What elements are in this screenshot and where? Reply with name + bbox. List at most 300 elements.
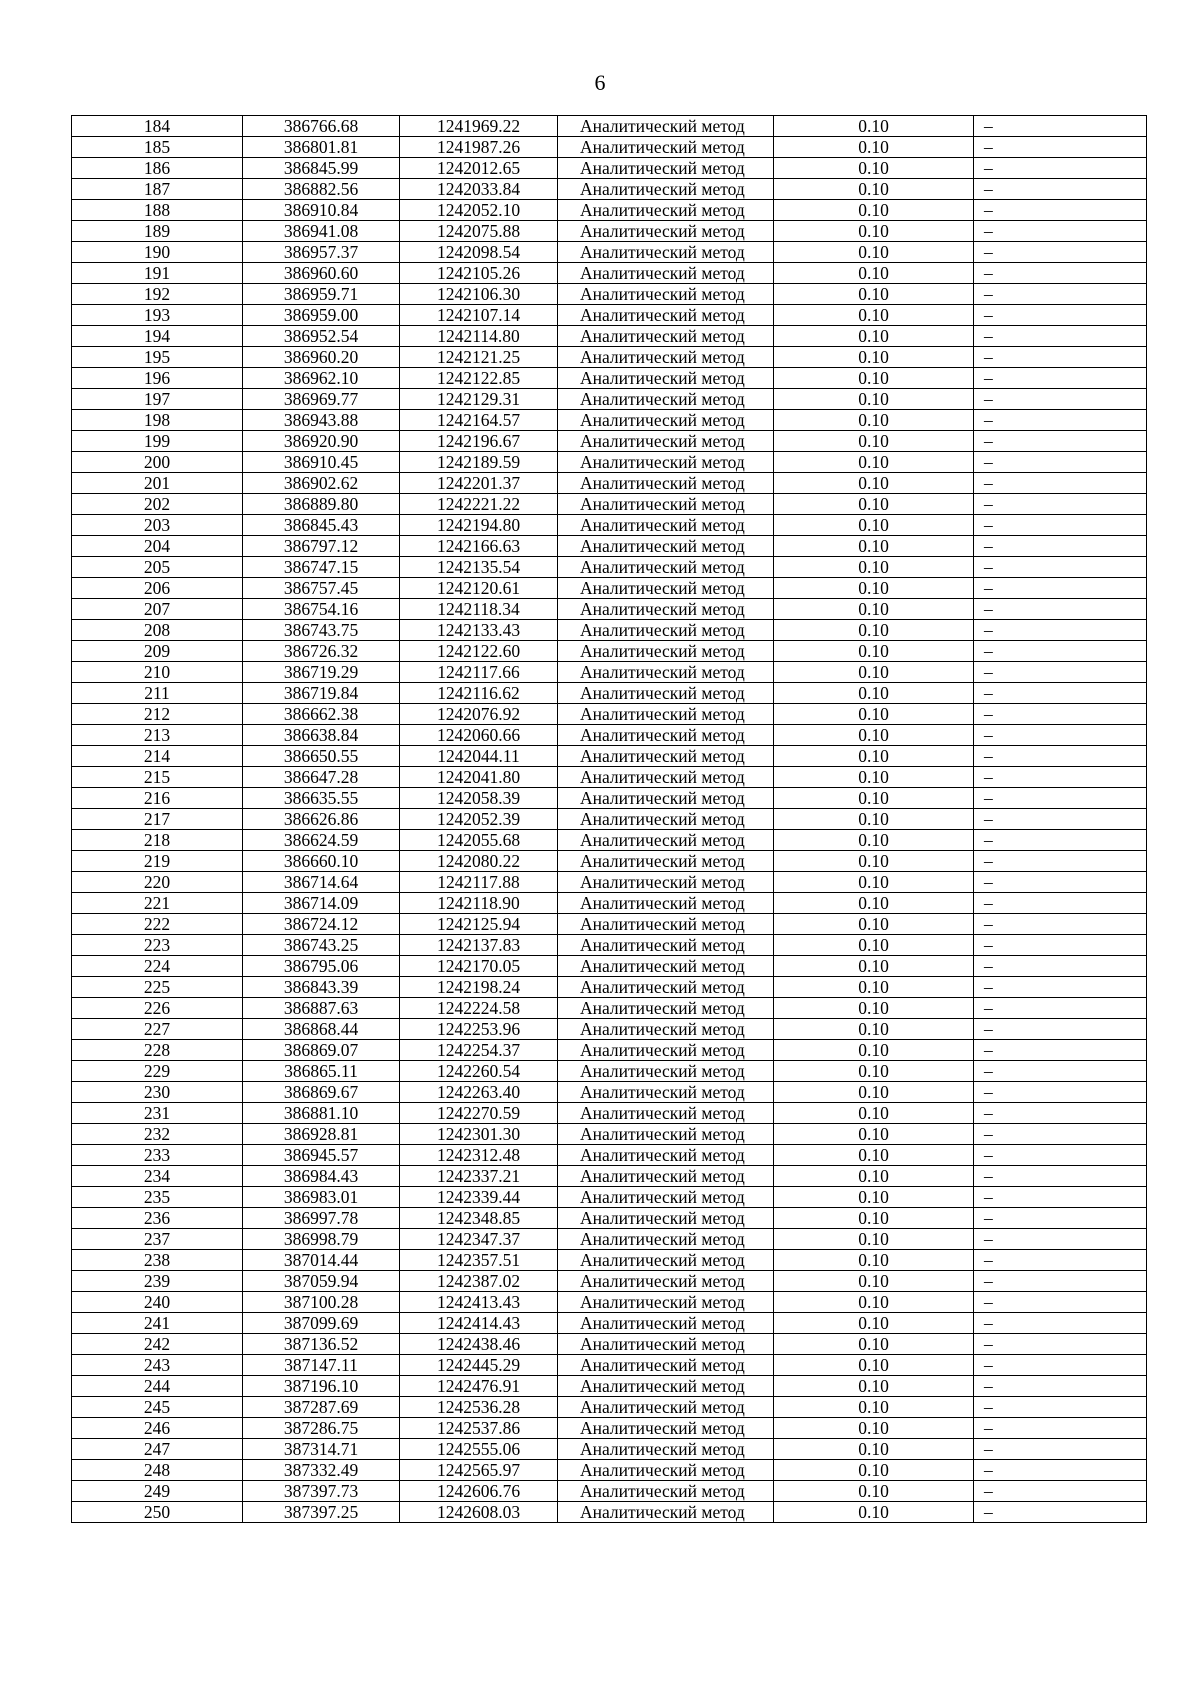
point-number-cell: 245 — [72, 1397, 243, 1418]
point-number-cell: 188 — [72, 200, 243, 221]
method-cell: Аналитический метод — [558, 956, 774, 977]
dash-cell: – — [974, 515, 1147, 536]
precision-cell: 0.10 — [774, 893, 974, 914]
point-number-cell: 190 — [72, 242, 243, 263]
dash-cell: – — [974, 368, 1147, 389]
point-number-cell: 226 — [72, 998, 243, 1019]
method-cell: Аналитический метод — [558, 1019, 774, 1040]
x-coordinate-cell: 386959.71 — [243, 284, 400, 305]
coordinates-table — [71, 115, 1147, 1523]
table-row — [72, 1502, 1147, 1523]
y-coordinate-cell: 1242608.03 — [400, 1502, 558, 1523]
x-coordinate-cell: 387196.10 — [243, 1376, 400, 1397]
precision-cell: 0.10 — [774, 1418, 974, 1439]
y-coordinate-cell: 1242041.80 — [400, 767, 558, 788]
precision-cell: 0.10 — [774, 1334, 974, 1355]
point-number-cell: 202 — [72, 494, 243, 515]
method-cell: Аналитический метод — [558, 830, 774, 851]
method-cell: Аналитический метод — [558, 1166, 774, 1187]
precision-cell: 0.10 — [774, 305, 974, 326]
y-coordinate-cell: 1242347.37 — [400, 1229, 558, 1250]
table-row — [72, 1124, 1147, 1145]
y-coordinate-cell: 1242106.30 — [400, 284, 558, 305]
table-body — [72, 116, 1147, 1523]
dash-cell: – — [974, 1271, 1147, 1292]
table-row — [72, 1418, 1147, 1439]
table-row — [72, 473, 1147, 494]
y-coordinate-cell: 1242194.80 — [400, 515, 558, 536]
method-cell: Аналитический метод — [558, 200, 774, 221]
method-cell: Аналитический метод — [558, 473, 774, 494]
precision-cell: 0.10 — [774, 1397, 974, 1418]
dash-cell: – — [974, 494, 1147, 515]
precision-cell: 0.10 — [774, 1040, 974, 1061]
x-coordinate-cell: 386754.16 — [243, 599, 400, 620]
dash-cell: – — [974, 263, 1147, 284]
x-coordinate-cell: 387136.52 — [243, 1334, 400, 1355]
method-cell: Аналитический метод — [558, 1313, 774, 1334]
x-coordinate-cell: 386910.45 — [243, 452, 400, 473]
method-cell: Аналитический метод — [558, 1418, 774, 1439]
method-cell: Аналитический метод — [558, 116, 774, 137]
dash-cell: – — [974, 1502, 1147, 1523]
x-coordinate-cell: 386941.08 — [243, 221, 400, 242]
precision-cell: 0.10 — [774, 200, 974, 221]
table-row — [72, 998, 1147, 1019]
method-cell: Аналитический метод — [558, 452, 774, 473]
precision-cell: 0.10 — [774, 578, 974, 599]
x-coordinate-cell: 386960.20 — [243, 347, 400, 368]
precision-cell: 0.10 — [774, 1124, 974, 1145]
y-coordinate-cell: 1242137.83 — [400, 935, 558, 956]
y-coordinate-cell: 1242012.65 — [400, 158, 558, 179]
y-coordinate-cell: 1242387.02 — [400, 1271, 558, 1292]
point-number-cell: 191 — [72, 263, 243, 284]
table-row — [72, 662, 1147, 683]
table-row — [72, 1250, 1147, 1271]
precision-cell: 0.10 — [774, 284, 974, 305]
x-coordinate-cell: 386887.63 — [243, 998, 400, 1019]
y-coordinate-cell: 1242118.34 — [400, 599, 558, 620]
y-coordinate-cell: 1242224.58 — [400, 998, 558, 1019]
table-row — [72, 851, 1147, 872]
dash-cell: – — [974, 221, 1147, 242]
y-coordinate-cell: 1242445.29 — [400, 1355, 558, 1376]
x-coordinate-cell: 387397.25 — [243, 1502, 400, 1523]
y-coordinate-cell: 1242606.76 — [400, 1481, 558, 1502]
table-row — [72, 1166, 1147, 1187]
table-row — [72, 893, 1147, 914]
y-coordinate-cell: 1242129.31 — [400, 389, 558, 410]
y-coordinate-cell: 1242536.28 — [400, 1397, 558, 1418]
x-coordinate-cell: 386969.77 — [243, 389, 400, 410]
method-cell: Аналитический метод — [558, 1376, 774, 1397]
precision-cell: 0.10 — [774, 473, 974, 494]
x-coordinate-cell: 386997.78 — [243, 1208, 400, 1229]
method-cell: Аналитический метод — [558, 1187, 774, 1208]
precision-cell: 0.10 — [774, 1292, 974, 1313]
method-cell: Аналитический метод — [558, 914, 774, 935]
table-row — [72, 935, 1147, 956]
x-coordinate-cell: 387099.69 — [243, 1313, 400, 1334]
x-coordinate-cell: 386743.75 — [243, 620, 400, 641]
dash-cell: – — [974, 704, 1147, 725]
y-coordinate-cell: 1242117.66 — [400, 662, 558, 683]
point-number-cell: 238 — [72, 1250, 243, 1271]
table-row — [72, 452, 1147, 473]
point-number-cell: 221 — [72, 893, 243, 914]
y-coordinate-cell: 1242118.90 — [400, 893, 558, 914]
point-number-cell: 235 — [72, 1187, 243, 1208]
point-number-cell: 200 — [72, 452, 243, 473]
precision-cell: 0.10 — [774, 494, 974, 515]
y-coordinate-cell: 1242166.63 — [400, 536, 558, 557]
dash-cell: – — [974, 116, 1147, 137]
x-coordinate-cell: 386726.32 — [243, 641, 400, 662]
table-row — [72, 137, 1147, 158]
point-number-cell: 217 — [72, 809, 243, 830]
method-cell: Аналитический метод — [558, 662, 774, 683]
x-coordinate-cell: 386943.88 — [243, 410, 400, 431]
point-number-cell: 216 — [72, 788, 243, 809]
method-cell: Аналитический метод — [558, 641, 774, 662]
y-coordinate-cell: 1242348.85 — [400, 1208, 558, 1229]
method-cell: Аналитический метод — [558, 1082, 774, 1103]
method-cell: Аналитический метод — [558, 998, 774, 1019]
method-cell: Аналитический метод — [558, 1229, 774, 1250]
method-cell: Аналитический метод — [558, 410, 774, 431]
precision-cell: 0.10 — [774, 767, 974, 788]
dash-cell: – — [974, 1397, 1147, 1418]
y-coordinate-cell: 1242254.37 — [400, 1040, 558, 1061]
point-number-cell: 185 — [72, 137, 243, 158]
y-coordinate-cell: 1242055.68 — [400, 830, 558, 851]
point-number-cell: 205 — [72, 557, 243, 578]
method-cell: Аналитический метод — [558, 872, 774, 893]
precision-cell: 0.10 — [774, 158, 974, 179]
y-coordinate-cell: 1242260.54 — [400, 1061, 558, 1082]
dash-cell: – — [974, 767, 1147, 788]
precision-cell: 0.10 — [774, 704, 974, 725]
dash-cell: – — [974, 935, 1147, 956]
table-row — [72, 284, 1147, 305]
method-cell: Аналитический метод — [558, 158, 774, 179]
precision-cell: 0.10 — [774, 1376, 974, 1397]
table-row — [72, 347, 1147, 368]
method-cell: Аналитический метод — [558, 557, 774, 578]
dash-cell: – — [974, 473, 1147, 494]
point-number-cell: 232 — [72, 1124, 243, 1145]
x-coordinate-cell: 387397.73 — [243, 1481, 400, 1502]
y-coordinate-cell: 1242135.54 — [400, 557, 558, 578]
precision-cell: 0.10 — [774, 1103, 974, 1124]
point-number-cell: 228 — [72, 1040, 243, 1061]
point-number-cell: 247 — [72, 1439, 243, 1460]
point-number-cell: 243 — [72, 1355, 243, 1376]
dash-cell: – — [974, 620, 1147, 641]
dash-cell: – — [974, 431, 1147, 452]
x-coordinate-cell: 387100.28 — [243, 1292, 400, 1313]
table-row — [72, 1292, 1147, 1313]
dash-cell: – — [974, 641, 1147, 662]
precision-cell: 0.10 — [774, 683, 974, 704]
precision-cell: 0.10 — [774, 389, 974, 410]
method-cell: Аналитический метод — [558, 515, 774, 536]
point-number-cell: 242 — [72, 1334, 243, 1355]
x-coordinate-cell: 386650.55 — [243, 746, 400, 767]
y-coordinate-cell: 1242198.24 — [400, 977, 558, 998]
method-cell: Аналитический метод — [558, 1502, 774, 1523]
point-number-cell: 208 — [72, 620, 243, 641]
precision-cell: 0.10 — [774, 872, 974, 893]
precision-cell: 0.10 — [774, 1145, 974, 1166]
point-number-cell: 184 — [72, 116, 243, 137]
x-coordinate-cell: 386719.84 — [243, 683, 400, 704]
precision-cell: 0.10 — [774, 851, 974, 872]
point-number-cell: 198 — [72, 410, 243, 431]
y-coordinate-cell: 1242301.30 — [400, 1124, 558, 1145]
method-cell: Аналитический метод — [558, 1124, 774, 1145]
method-cell: Аналитический метод — [558, 620, 774, 641]
y-coordinate-cell: 1242312.48 — [400, 1145, 558, 1166]
precision-cell: 0.10 — [774, 1502, 974, 1523]
point-number-cell: 224 — [72, 956, 243, 977]
point-number-cell: 220 — [72, 872, 243, 893]
y-coordinate-cell: 1242116.62 — [400, 683, 558, 704]
point-number-cell: 229 — [72, 1061, 243, 1082]
precision-cell: 0.10 — [774, 221, 974, 242]
method-cell: Аналитический метод — [558, 431, 774, 452]
x-coordinate-cell: 386960.60 — [243, 263, 400, 284]
table-row — [72, 536, 1147, 557]
table-row — [72, 578, 1147, 599]
precision-cell: 0.10 — [774, 1460, 974, 1481]
point-number-cell: 196 — [72, 368, 243, 389]
dash-cell: – — [974, 893, 1147, 914]
table-row — [72, 179, 1147, 200]
method-cell: Аналитический метод — [558, 767, 774, 788]
precision-cell: 0.10 — [774, 116, 974, 137]
method-cell: Аналитический метод — [558, 221, 774, 242]
point-number-cell: 209 — [72, 641, 243, 662]
precision-cell: 0.10 — [774, 1439, 974, 1460]
precision-cell: 0.10 — [774, 641, 974, 662]
x-coordinate-cell: 386865.11 — [243, 1061, 400, 1082]
table-row — [72, 809, 1147, 830]
precision-cell: 0.10 — [774, 452, 974, 473]
point-number-cell: 219 — [72, 851, 243, 872]
x-coordinate-cell: 386845.99 — [243, 158, 400, 179]
table-row — [72, 1061, 1147, 1082]
x-coordinate-cell: 386660.10 — [243, 851, 400, 872]
precision-cell: 0.10 — [774, 1481, 974, 1502]
x-coordinate-cell: 386983.01 — [243, 1187, 400, 1208]
y-coordinate-cell: 1242270.59 — [400, 1103, 558, 1124]
precision-cell: 0.10 — [774, 914, 974, 935]
x-coordinate-cell: 386868.44 — [243, 1019, 400, 1040]
table-row — [72, 872, 1147, 893]
x-coordinate-cell: 386843.39 — [243, 977, 400, 998]
x-coordinate-cell: 387014.44 — [243, 1250, 400, 1271]
table-row — [72, 515, 1147, 536]
dash-cell: – — [974, 410, 1147, 431]
point-number-cell: 212 — [72, 704, 243, 725]
precision-cell: 0.10 — [774, 1208, 974, 1229]
x-coordinate-cell: 387147.11 — [243, 1355, 400, 1376]
point-number-cell: 194 — [72, 326, 243, 347]
y-coordinate-cell: 1242357.51 — [400, 1250, 558, 1271]
y-coordinate-cell: 1242052.10 — [400, 200, 558, 221]
table-row — [72, 1187, 1147, 1208]
table-row — [72, 1040, 1147, 1061]
method-cell: Аналитический метод — [558, 1061, 774, 1082]
y-coordinate-cell: 1242414.43 — [400, 1313, 558, 1334]
x-coordinate-cell: 386920.90 — [243, 431, 400, 452]
table-row — [72, 683, 1147, 704]
precision-cell: 0.10 — [774, 956, 974, 977]
precision-cell: 0.10 — [774, 368, 974, 389]
dash-cell: – — [974, 1166, 1147, 1187]
dash-cell: – — [974, 1082, 1147, 1103]
table-row — [72, 221, 1147, 242]
x-coordinate-cell: 386962.10 — [243, 368, 400, 389]
dash-cell: – — [974, 914, 1147, 935]
x-coordinate-cell: 386952.54 — [243, 326, 400, 347]
dash-cell: – — [974, 389, 1147, 410]
dash-cell: – — [974, 788, 1147, 809]
dash-cell: – — [974, 1061, 1147, 1082]
point-number-cell: 210 — [72, 662, 243, 683]
dash-cell: – — [974, 1481, 1147, 1502]
x-coordinate-cell: 386801.81 — [243, 137, 400, 158]
x-coordinate-cell: 386928.81 — [243, 1124, 400, 1145]
dash-cell: – — [974, 956, 1147, 977]
method-cell: Аналитический метод — [558, 746, 774, 767]
y-coordinate-cell: 1242196.67 — [400, 431, 558, 452]
y-coordinate-cell: 1242133.43 — [400, 620, 558, 641]
precision-cell: 0.10 — [774, 347, 974, 368]
point-number-cell: 233 — [72, 1145, 243, 1166]
x-coordinate-cell: 386889.80 — [243, 494, 400, 515]
precision-cell: 0.10 — [774, 620, 974, 641]
dash-cell: – — [974, 578, 1147, 599]
point-number-cell: 201 — [72, 473, 243, 494]
precision-cell: 0.10 — [774, 977, 974, 998]
method-cell: Аналитический метод — [558, 578, 774, 599]
table-row — [72, 1229, 1147, 1250]
point-number-cell: 199 — [72, 431, 243, 452]
table-row — [72, 1376, 1147, 1397]
table-row — [72, 1481, 1147, 1502]
dash-cell: – — [974, 851, 1147, 872]
point-number-cell: 195 — [72, 347, 243, 368]
method-cell: Аналитический метод — [558, 389, 774, 410]
dash-cell: – — [974, 1229, 1147, 1250]
dash-cell: – — [974, 1355, 1147, 1376]
method-cell: Аналитический метод — [558, 1397, 774, 1418]
x-coordinate-cell: 386795.06 — [243, 956, 400, 977]
method-cell: Аналитический метод — [558, 1208, 774, 1229]
y-coordinate-cell: 1242125.94 — [400, 914, 558, 935]
method-cell: Аналитический метод — [558, 935, 774, 956]
precision-cell: 0.10 — [774, 1271, 974, 1292]
dash-cell: – — [974, 242, 1147, 263]
precision-cell: 0.10 — [774, 242, 974, 263]
dash-cell: – — [974, 1124, 1147, 1145]
precision-cell: 0.10 — [774, 599, 974, 620]
table-row — [72, 557, 1147, 578]
y-coordinate-cell: 1242565.97 — [400, 1460, 558, 1481]
point-number-cell: 215 — [72, 767, 243, 788]
y-coordinate-cell: 1242076.92 — [400, 704, 558, 725]
y-coordinate-cell: 1242189.59 — [400, 452, 558, 473]
x-coordinate-cell: 386797.12 — [243, 536, 400, 557]
table-row — [72, 431, 1147, 452]
table-row — [72, 830, 1147, 851]
dash-cell: – — [974, 200, 1147, 221]
x-coordinate-cell: 386757.45 — [243, 578, 400, 599]
x-coordinate-cell: 386945.57 — [243, 1145, 400, 1166]
table-row — [72, 704, 1147, 725]
x-coordinate-cell: 386869.67 — [243, 1082, 400, 1103]
dash-cell: – — [974, 725, 1147, 746]
y-coordinate-cell: 1242253.96 — [400, 1019, 558, 1040]
table-row — [72, 641, 1147, 662]
point-number-cell: 241 — [72, 1313, 243, 1334]
x-coordinate-cell: 386647.28 — [243, 767, 400, 788]
table-row — [72, 1397, 1147, 1418]
point-number-cell: 206 — [72, 578, 243, 599]
point-number-cell: 227 — [72, 1019, 243, 1040]
dash-cell: – — [974, 746, 1147, 767]
point-number-cell: 249 — [72, 1481, 243, 1502]
point-number-cell: 203 — [72, 515, 243, 536]
table-row — [72, 725, 1147, 746]
x-coordinate-cell: 387332.49 — [243, 1460, 400, 1481]
y-coordinate-cell: 1242201.37 — [400, 473, 558, 494]
method-cell: Аналитический метод — [558, 284, 774, 305]
method-cell: Аналитический метод — [558, 704, 774, 725]
precision-cell: 0.10 — [774, 746, 974, 767]
dash-cell: – — [974, 1250, 1147, 1271]
table-row — [72, 1019, 1147, 1040]
method-cell: Аналитический метод — [558, 977, 774, 998]
x-coordinate-cell: 387059.94 — [243, 1271, 400, 1292]
table-row — [72, 326, 1147, 347]
point-number-cell: 192 — [72, 284, 243, 305]
dash-cell: – — [974, 998, 1147, 1019]
method-cell: Аналитический метод — [558, 1250, 774, 1271]
method-cell: Аналитический метод — [558, 683, 774, 704]
precision-cell: 0.10 — [774, 263, 974, 284]
y-coordinate-cell: 1242263.40 — [400, 1082, 558, 1103]
table-row — [72, 494, 1147, 515]
x-coordinate-cell: 386959.00 — [243, 305, 400, 326]
point-number-cell: 231 — [72, 1103, 243, 1124]
point-number-cell: 222 — [72, 914, 243, 935]
x-coordinate-cell: 387287.69 — [243, 1397, 400, 1418]
dash-cell: – — [974, 452, 1147, 473]
y-coordinate-cell: 1242337.21 — [400, 1166, 558, 1187]
point-number-cell: 186 — [72, 158, 243, 179]
y-coordinate-cell: 1242221.22 — [400, 494, 558, 515]
point-number-cell: 230 — [72, 1082, 243, 1103]
table-row — [72, 914, 1147, 935]
y-coordinate-cell: 1242413.43 — [400, 1292, 558, 1313]
precision-cell: 0.10 — [774, 326, 974, 347]
point-number-cell: 187 — [72, 179, 243, 200]
table-row — [72, 767, 1147, 788]
